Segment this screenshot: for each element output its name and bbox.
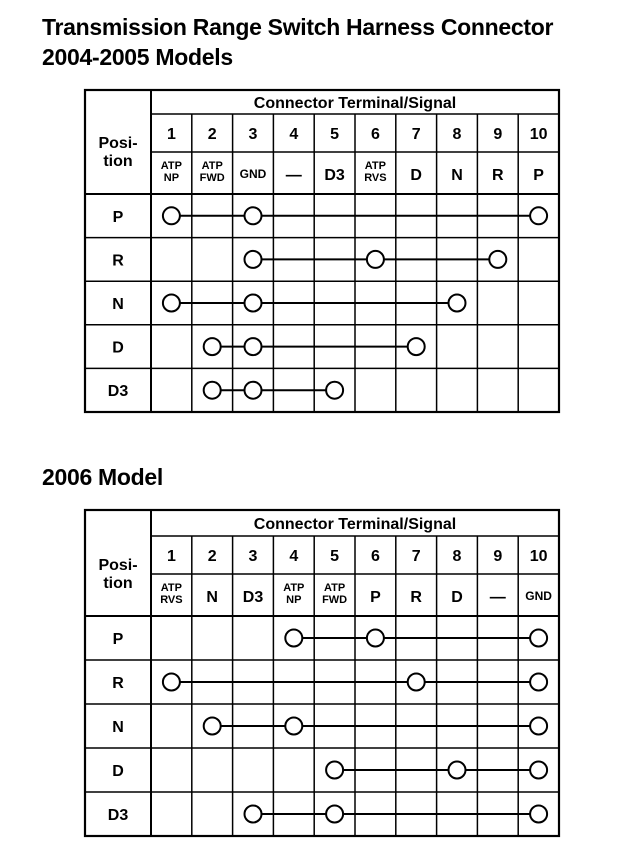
- signal-label: ATP: [160, 160, 182, 172]
- position-label: Posi-: [98, 557, 138, 574]
- position-r-label: R: [112, 252, 124, 270]
- terminal-number: 10: [529, 126, 548, 143]
- table-border: [85, 510, 559, 836]
- terminal-number: 1: [166, 126, 176, 143]
- signal-label: NP: [286, 594, 302, 606]
- continuity-terminal-marker: [326, 382, 343, 399]
- terminal-number: 2: [207, 126, 217, 143]
- signal-label: N: [451, 167, 463, 184]
- continuity-terminal-marker: [245, 806, 262, 823]
- continuity-terminal-marker: [163, 207, 180, 224]
- continuity-terminal-marker: [408, 674, 425, 691]
- terminal-number: 7: [411, 548, 421, 565]
- connector-header: Connector Terminal/Signal: [253, 95, 457, 112]
- terminal-number: 2: [207, 548, 217, 565]
- continuity-terminal-marker: [245, 382, 262, 399]
- continuity-terminal-marker: [449, 762, 466, 779]
- continuity-terminal-marker: [408, 338, 425, 355]
- signal-label: P: [533, 167, 544, 184]
- continuity-terminal-marker: [163, 295, 180, 312]
- continuity-terminal-marker: [530, 674, 547, 691]
- terminal-number: 5: [330, 126, 340, 143]
- signal-label: P: [370, 589, 381, 606]
- page-title: Transmission Range Switch Harness Connector: [42, 14, 554, 40]
- terminal-number: 9: [493, 126, 503, 143]
- terminal-number: 10: [529, 548, 548, 565]
- terminal-number: 5: [330, 548, 340, 565]
- signal-label: R: [410, 589, 422, 606]
- position-n-label: N: [112, 719, 124, 736]
- position-r-label: R: [112, 675, 124, 692]
- signal-label: RVS: [160, 594, 183, 606]
- continuity-terminal-marker: [204, 338, 221, 355]
- terminal-number: 4: [289, 548, 299, 565]
- terminal-number: 3: [248, 126, 258, 143]
- continuity-terminal-marker: [449, 295, 466, 312]
- signal-label: FWD: [322, 594, 348, 606]
- connector-header: Connector Terminal/Signal: [253, 516, 457, 533]
- continuity-terminal-marker: [245, 338, 262, 355]
- continuity-terminal-marker: [530, 207, 547, 224]
- models-subtitle-2004-2005: 2004-2005 Models: [42, 44, 233, 70]
- table-border: [85, 90, 559, 412]
- models-subtitle-2006: 2006 Model: [42, 464, 163, 490]
- signal-label: N: [206, 589, 218, 606]
- continuity-terminal-marker: [163, 674, 180, 691]
- signal-label: —: [489, 589, 506, 606]
- signal-label: RVS: [364, 172, 387, 184]
- continuity-terminal-marker: [530, 630, 547, 647]
- signal-label: ATP: [283, 582, 305, 594]
- position-d3-label: D3: [107, 807, 129, 824]
- connector-table-2004-2005: [85, 90, 559, 412]
- continuity-terminal-marker: [530, 762, 547, 779]
- signal-label: ATP: [324, 582, 346, 594]
- continuity-terminal-marker: [367, 251, 384, 268]
- continuity-terminal-marker: [530, 806, 547, 823]
- position-d3-label: D3: [107, 383, 129, 401]
- signal-label: ATP: [364, 160, 386, 172]
- position-p-label: P: [112, 208, 124, 226]
- terminal-number: 3: [248, 548, 258, 565]
- position-label: Posi-: [98, 135, 138, 152]
- signal-label: D3: [242, 589, 264, 606]
- position-n-label: N: [112, 296, 124, 313]
- signal-label: GND: [239, 167, 267, 181]
- continuity-terminal-marker: [285, 630, 302, 647]
- continuity-terminal-marker: [530, 718, 547, 735]
- terminal-number: 4: [289, 126, 299, 143]
- continuity-terminal-marker: [245, 251, 262, 268]
- signal-label: D: [451, 589, 463, 606]
- terminal-number: 1: [166, 548, 176, 565]
- position-label: tion: [103, 575, 133, 592]
- continuity-terminal-marker: [245, 207, 262, 224]
- continuity-terminal-marker: [326, 762, 343, 779]
- continuity-terminal-marker: [326, 806, 343, 823]
- terminal-number: 7: [411, 126, 421, 143]
- continuity-terminal-marker: [367, 630, 384, 647]
- terminal-number: 6: [370, 548, 380, 565]
- terminal-number: 6: [370, 126, 380, 143]
- signal-label: ATP: [160, 582, 182, 594]
- position-d-label: D: [112, 763, 124, 780]
- signal-label: ATP: [201, 160, 223, 172]
- signal-label: FWD: [199, 172, 225, 184]
- terminal-number: 8: [452, 548, 462, 565]
- position-d-label: D: [112, 339, 124, 357]
- terminal-number: 8: [452, 126, 462, 143]
- continuity-terminal-marker: [204, 718, 221, 735]
- connector-table-2006: [85, 510, 559, 836]
- signal-label: NP: [163, 172, 180, 184]
- signal-label: GND: [525, 589, 552, 603]
- continuity-terminal-marker: [204, 382, 221, 399]
- signal-label: —: [285, 167, 302, 184]
- continuity-terminal-marker: [489, 251, 506, 268]
- position-p-label: P: [112, 631, 124, 648]
- signal-label: D3: [324, 167, 345, 184]
- terminal-number: 9: [493, 548, 503, 565]
- continuity-terminal-marker: [285, 718, 302, 735]
- continuity-terminal-marker: [245, 295, 262, 312]
- signal-label: R: [492, 167, 504, 184]
- position-label: tion: [103, 153, 133, 170]
- signal-label: D: [410, 167, 422, 184]
